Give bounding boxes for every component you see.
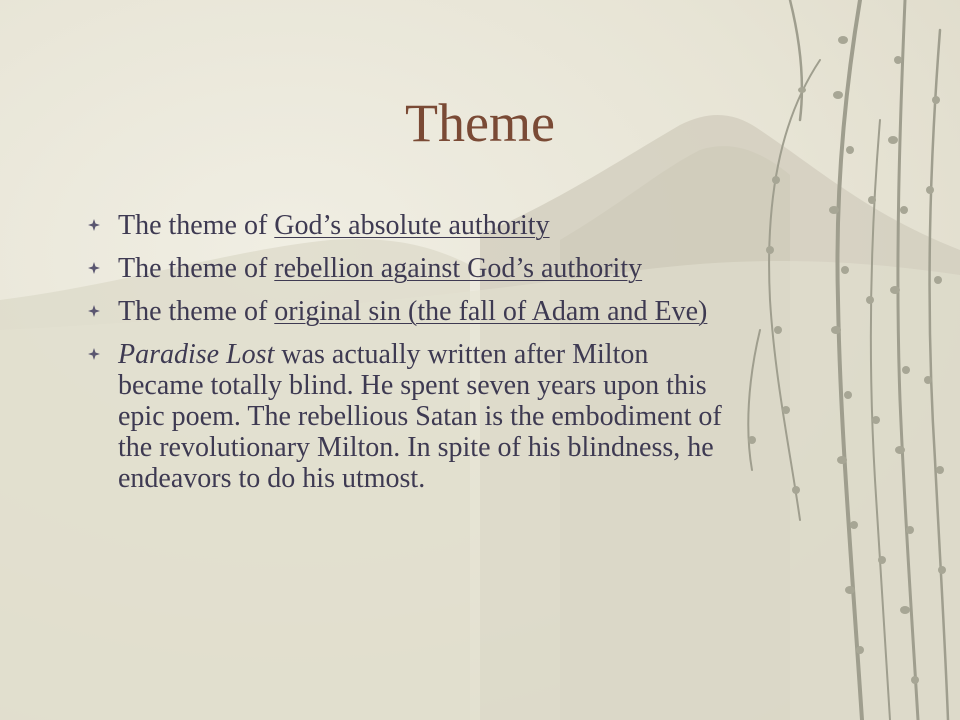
diamond-bullet-icon (88, 219, 100, 231)
diamond-bullet-icon (88, 348, 100, 360)
bullet-text: was actually written after Milton became totally blind. He spent seven years upon this epic poem. The rebellious Satan is the embodiment of the revolutionary Milton. In spite of his blindness, he endeavors to do his utmost. (118, 339, 722, 494)
slide-title: Theme (405, 93, 555, 153)
diamond-bullet-icon (88, 262, 100, 274)
bullet-item (88, 296, 728, 327)
bullet-item (88, 339, 728, 494)
bullet-text: The theme of (118, 210, 275, 241)
bullet-link-text[interactable]: rebellion against God’s authority (274, 253, 643, 284)
bullet-text: The theme of (118, 253, 275, 284)
diamond-bullet-icon (88, 305, 100, 317)
bullet-list (88, 210, 728, 506)
bullet-link-text[interactable]: original sin (the fall of Adam and Eve) (274, 296, 708, 327)
bullet-item (88, 253, 728, 284)
bullet-text: The theme of (118, 296, 275, 327)
bullet-link-text[interactable]: God’s absolute authority (274, 210, 550, 241)
book-title-text: Paradise Lost (118, 339, 275, 370)
bullet-item (88, 210, 728, 241)
